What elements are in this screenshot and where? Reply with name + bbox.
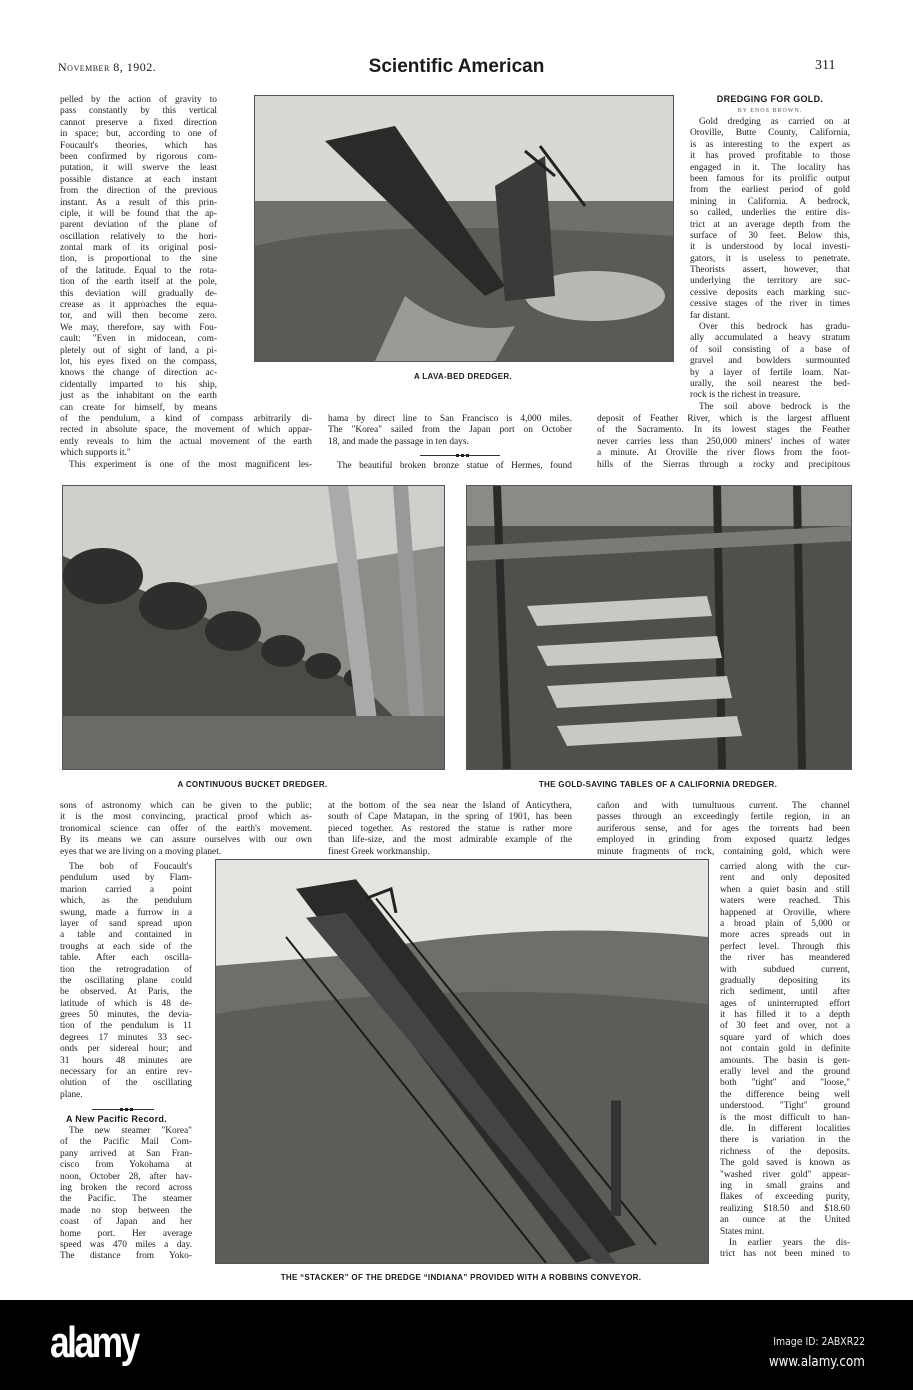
text-line: oscillation relatively to the hori- <box>60 231 217 242</box>
text-line: it is understood by local investi- <box>690 242 850 253</box>
text-line: ages of uninterrupted effort <box>720 998 850 1009</box>
text-line: ciple, it will be found that the ap- <box>60 208 217 219</box>
text-line: 31 hours 48 minutes are <box>60 1055 192 1066</box>
text-line: noon, October 28, after hav- <box>60 1171 192 1182</box>
text-line: not contain gold in definite <box>720 1044 850 1055</box>
text-line: richness of the deposits. <box>720 1146 850 1157</box>
text-line: this deviation will gradually de- <box>60 288 217 299</box>
text-line: it has filled it to a depth <box>720 1010 850 1021</box>
dredging-continued-wide <box>597 801 850 858</box>
dredging-continued-narrow <box>720 862 850 1261</box>
text-line: surface of 30 feet. Below this, <box>690 230 850 241</box>
text-line: when a quiet basin and still <box>720 884 850 895</box>
text-line: layer of sand spread upon <box>60 918 192 929</box>
text-line: been famous for its prolific output <box>690 173 850 184</box>
text-line: in space; but, according to one of <box>60 129 217 140</box>
text-line: zontal mark of its original posi- <box>60 243 217 254</box>
section-divider <box>420 455 500 456</box>
text-line: pendulum used by Flam- <box>60 873 192 884</box>
text-line: grees 50 minutes, the devia- <box>60 1010 192 1021</box>
bucket-dredger-photo <box>62 485 445 770</box>
text-line: The distance from Yoko- <box>60 1251 192 1262</box>
text-line: The new steamer "Korea" <box>69 1126 192 1136</box>
text-line: Gold dredging as carried on at <box>699 117 850 127</box>
alamy-logo: alamy <box>50 1318 138 1367</box>
caption-lava-bed-dredger: A LAVA-BED DREDGER. <box>414 372 512 381</box>
text-line: rected in absolute space, the movement of which appar- <box>60 425 312 436</box>
text-line: trict has not been mined to <box>720 1249 850 1260</box>
text-line: ally accumulated a heavy stratum <box>690 333 850 344</box>
text-line: from the direction of the previous <box>60 186 217 197</box>
text-line: We may, therefore, say with Fou- <box>60 322 217 333</box>
text-line: amounts. The basin is gen- <box>720 1055 850 1066</box>
text-line: ently reveals to him the actual movement of the earth <box>60 436 312 447</box>
text-line: cannot preserve a fixed direction <box>60 117 217 128</box>
pendulum-text <box>60 862 192 1101</box>
text-line: underlying the territory are suc- <box>690 276 850 287</box>
text-line: passes through an exceedingly fertile region, in an <box>597 812 850 823</box>
text-line: south of Cape Matapan, in the spring of 1901, has been <box>328 812 572 823</box>
astronomy-text <box>60 801 312 858</box>
text-line: is as interesting to the expert as <box>690 139 850 150</box>
text-line: In earlier years the dis- <box>729 1237 850 1248</box>
text-line: home port. Her average <box>60 1228 192 1239</box>
text-line: with subdued current, <box>720 964 850 975</box>
text-line: "washed river gold" appear- <box>720 1169 850 1180</box>
text-line: trict at an average depth from the <box>690 219 850 230</box>
stacker-conveyor-photo <box>215 859 709 1264</box>
image-id: Image ID: 2ABXR22 <box>773 1335 865 1348</box>
text-line: urally, the soil nearest the bed- <box>690 378 850 389</box>
text-line: from the earliest period of gold <box>690 185 850 196</box>
text-line: understood. "Tight" ground <box>720 1101 850 1112</box>
text-line: This experiment is one of the most magnificent les- <box>69 459 312 470</box>
masthead-title: Scientific American <box>368 56 545 77</box>
text-line: auriferous sense, and for ages the torrents had been <box>597 823 850 834</box>
text-line: Over this bedrock has gradu- <box>699 322 850 333</box>
text-line: of the pendulum, a kind of compass arbitrarily di- <box>60 414 312 424</box>
text-line: ing broken the record across <box>60 1182 192 1193</box>
text-line: gators, it is useless to penetrate. <box>690 253 850 264</box>
text-line: far distant. <box>690 310 731 321</box>
text-line: erally level and the ground <box>720 1067 850 1078</box>
page-number: 311 <box>815 58 836 73</box>
text-line: rock is the richest in treasure. <box>690 390 801 401</box>
issue-date: November 8, 1902. <box>58 60 157 74</box>
text-line: hills of the Sierras through a rocky and precipitous <box>597 459 850 470</box>
text-line: cidentally imparted to his ship, <box>60 379 217 390</box>
dredging-column-top <box>690 117 850 413</box>
gold-saving-tables-photo <box>466 485 852 770</box>
text-line: marion carried a point <box>60 884 192 895</box>
text-line: Oroville, Butte County, California, <box>690 128 850 139</box>
text-line: employed in grinding from exposed quartz ledges <box>597 835 850 846</box>
text-line: of 30 feet and over, not a <box>720 1021 850 1032</box>
text-line: pieced together. As restored the statue is rather more <box>328 823 572 834</box>
text-line: the difference being well <box>720 1089 850 1100</box>
text-line: finest Greek workmanship. <box>328 846 430 857</box>
stock-photo-banner <box>0 1300 913 1390</box>
text-line: Foucault's theories, which has <box>60 140 217 151</box>
text-line: olution of the oscillating <box>60 1078 192 1089</box>
text-line: so called, underlies the entire dis- <box>690 208 850 219</box>
text-line: tion the retrogradation of <box>60 964 192 975</box>
text-line: more acres spreads out in <box>720 930 850 941</box>
section-divider <box>92 1109 154 1110</box>
text-line: is the most difficult to han- <box>720 1112 850 1123</box>
text-line: than life-size, and the most admirable example of the <box>328 835 572 846</box>
text-line: the Pacific. The steamer <box>60 1194 192 1205</box>
lava-bed-dredger-photo <box>254 95 674 362</box>
text-line: possible distance at each instant <box>60 174 217 185</box>
text-line: gradually depositing its <box>720 975 850 986</box>
text-line: perfect level. Through this <box>720 941 850 952</box>
text-line: Theorists assert, however, that <box>690 265 850 276</box>
text-line: made no stop between the <box>60 1205 192 1216</box>
foucault-column-top <box>60 95 217 414</box>
text-line: instant. As a result of this prin- <box>60 197 217 208</box>
text-line: deposit of Feather River, which is the largest affluent <box>597 414 850 424</box>
text-line: a broad plain of 5,000 or <box>720 918 850 929</box>
text-line: it has proved profitable to those <box>690 151 850 162</box>
text-line: the oscillating plane could <box>60 975 192 986</box>
text-line: of the Sacramento. In its lowest stages the Feather <box>597 425 850 436</box>
text-line: gravel and bowlders surmounted <box>690 356 850 367</box>
text-line: latitude of which is 48 de- <box>60 998 192 1009</box>
article-byline: BY ENOS BROWN. <box>737 108 803 114</box>
korea-voyage-text <box>328 414 572 448</box>
text-line: plane. <box>60 1089 83 1100</box>
text-line: The gold saved is known as <box>720 1158 850 1169</box>
text-line: The beautiful broken bronze statue of Hermes, found <box>337 461 572 471</box>
text-line: degrees 17 minutes 33 sec- <box>60 1032 192 1043</box>
text-line: tion of the pendulum is 11 <box>60 1021 192 1032</box>
text-line: cañon and with tumultuous current. The channel <box>597 801 850 811</box>
text-line: tronomical science can offer of the earth's movement. <box>60 823 312 834</box>
text-line: States mint. <box>720 1226 765 1237</box>
text-line: dle. In different localities <box>720 1123 850 1134</box>
hermes-statue-text-start <box>328 461 572 472</box>
text-line: there is variation in the <box>720 1135 850 1146</box>
dredging-column-wide <box>597 414 850 471</box>
text-line: The "Korea" sailed from the Japan port on October <box>328 425 572 436</box>
text-line: of the latitude. Equal to the rota- <box>60 265 217 276</box>
text-line: hama by direct line to San Francisco is 4,000 miles. <box>328 414 572 424</box>
text-line: can create for himself, by means <box>60 402 217 413</box>
text-line: onds per sidereal hour; and <box>60 1044 192 1055</box>
text-line: the river has meandered <box>720 953 850 964</box>
text-line: pass constantly by this vertical <box>60 106 217 117</box>
text-line: speed was 470 miles a day. <box>60 1239 192 1250</box>
caption-stacker: THE “STACKER” OF THE DREDGE “INDIANA” PROVIDED WITH A ROBBINS CONVEYOR. <box>280 1273 642 1282</box>
text-line: never carries less than 250,000 miners' inches of water <box>597 436 850 447</box>
text-line: pletely out of sight of land, a pi- <box>60 345 217 356</box>
text-line: lot, his eyes fixed on the compass, <box>60 356 217 367</box>
text-line: of soil consisting of a base of <box>690 344 850 355</box>
pacific-record-text <box>60 1126 192 1263</box>
caption-gold-saving-tables: THE GOLD-SAVING TABLES OF A CALIFORNIA DREDGER. <box>538 780 778 789</box>
text-line: carried along with the cur- <box>720 862 850 872</box>
text-line: happened at Oroville, where <box>720 907 850 918</box>
text-line: by a layer of fertile loam. Nat- <box>690 367 850 378</box>
text-line: cault: "Even in midocean, com- <box>60 334 217 345</box>
text-line: be observed. At Paris, the <box>60 987 192 998</box>
article-title: DREDGING FOR GOLD. <box>716 94 824 104</box>
hermes-statue-text <box>328 801 572 858</box>
caption-bucket-dredger: A CONTINUOUS BUCKET DREDGER. <box>177 780 328 789</box>
text-line: which supports it." <box>60 448 131 459</box>
text-line: tor, and will then become zero. <box>60 311 217 322</box>
text-line: knows the change of direction ac- <box>60 368 217 379</box>
text-line: putation, it will swerve the least <box>60 163 217 174</box>
text-line: 18, and made the passage in ten days. <box>328 436 469 447</box>
text-line: both "tight" and "loose," <box>720 1078 850 1089</box>
text-line: just as the inhabitant on the earth <box>60 391 217 402</box>
text-line: a table and contained in <box>60 930 192 941</box>
text-line: engaged in it. The locality has <box>690 162 850 173</box>
text-line: coast of Japan and her <box>60 1217 192 1228</box>
text-line: The soil above bedrock is the <box>699 401 850 412</box>
text-line: crease as it approaches the equa- <box>60 300 217 311</box>
text-line: a minute. At Oroville the river flows from the foot- <box>597 448 850 459</box>
text-line: cessive deposits each marking suc- <box>690 287 850 298</box>
text-line: troughs at each side of the <box>60 941 192 952</box>
text-line: rich sediment, until after <box>720 987 850 998</box>
text-line: at the bottom of the sea near the Island of Anticythera, <box>328 801 572 811</box>
text-line: cessive stages of the river in times <box>690 299 850 310</box>
text-line: sons of astronomy which can be given to the public; <box>60 801 312 811</box>
text-line: table. After each oscilla- <box>60 953 192 964</box>
text-line: rent and only deposited <box>720 873 850 884</box>
text-line: By its means we can assure ourselves with our own <box>60 835 312 846</box>
text-line: flakes of exceeding purity, <box>720 1192 850 1203</box>
text-line: been confirmed by rigorous com- <box>60 151 217 162</box>
text-line: pany arrived at San Fran- <box>60 1148 192 1159</box>
text-line: necessary for an entire rev- <box>60 1067 192 1078</box>
text-line: which, as the pendulum <box>60 896 192 907</box>
text-line: of the Pacific Mail Com- <box>60 1137 192 1148</box>
text-line: The bob of Foucault's <box>69 862 192 872</box>
text-line: parent deviation of the plane of <box>60 220 217 231</box>
text-line: square yard of which does <box>720 1032 850 1043</box>
text-line: cisco from Yokohama at <box>60 1160 192 1171</box>
text-line: tion of the earth itself at the pole, <box>60 277 217 288</box>
foucault-column-wide <box>60 414 312 471</box>
text-line: swung, made a furrow in a <box>60 907 192 918</box>
text-line: ing in small grains and <box>720 1180 850 1191</box>
text-line: minute fragments of rock, containing gold, which were <box>597 846 850 857</box>
text-line: an ounce at the United <box>720 1215 850 1226</box>
text-line: tion, is proportional to the sine <box>60 254 217 265</box>
text-line: pelled by the action of gravity to <box>60 95 217 105</box>
text-line: mining in California. A bedrock, <box>690 196 850 207</box>
text-line: waters were reached. This <box>720 896 850 907</box>
website-url: www.alamy.com <box>769 1354 865 1370</box>
text-line: realizing $18.50 and $18.60 <box>720 1203 850 1214</box>
pacific-record-heading: A New Pacific Record. <box>66 1114 167 1124</box>
text-line: eyes that we are living on a moving planet. <box>60 846 222 857</box>
text-line: it is the most convincing, practical proof which as- <box>60 812 312 823</box>
